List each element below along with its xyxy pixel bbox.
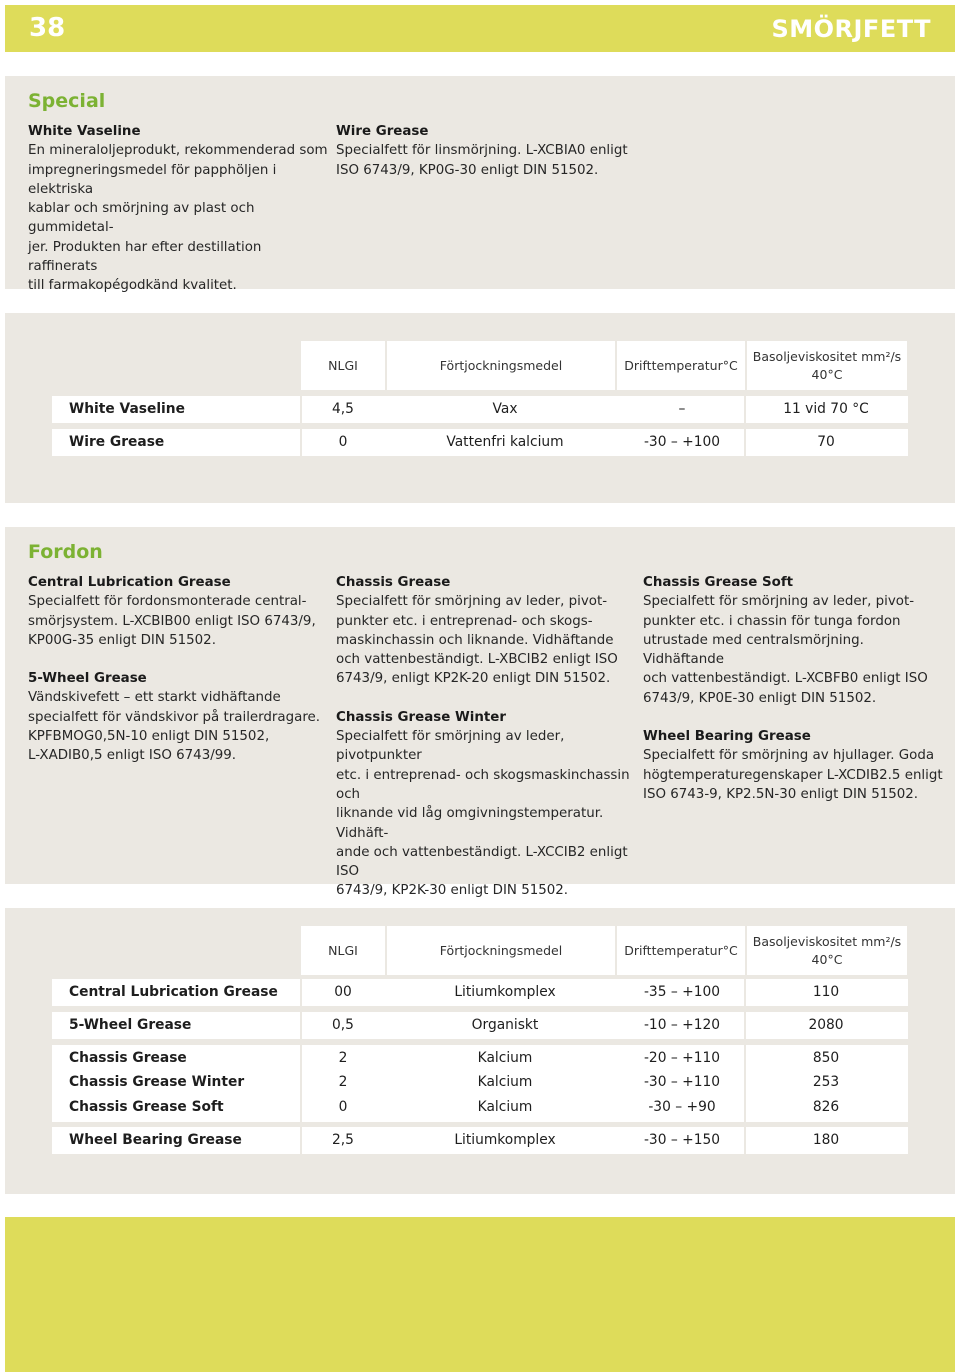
product-desc-line: impregneringsmedel för papphöljen i elektriska — [28, 162, 277, 197]
product-name: Central Lubrication Grease — [28, 575, 231, 590]
product-desc-line: Vändskivefett – ett starkt vidhäftande — [28, 690, 281, 706]
column-divider — [744, 1012, 746, 1039]
row-temp: -35 – +100 — [643, 984, 721, 1000]
product-desc-line: smörjsystem. L-XCBIB00 enligt ISO 6743/9, — [28, 613, 316, 629]
row-product-name: Chassis Grease Winter — [69, 1074, 245, 1090]
product-desc-line: Specialfett för smörjning av leder, pivot- — [336, 594, 608, 610]
fordon-column-2 — [336, 573, 636, 901]
product-desc-line: högtemperaturegenskaper L-XCDIB2.5 enligt — [643, 767, 943, 783]
col-header-viscosity-line2: 40°C — [811, 951, 843, 967]
row-product-name: Chassis Grease Soft — [69, 1099, 224, 1115]
row-thickener: Kalcium — [477, 1099, 533, 1115]
table-row — [52, 1095, 908, 1119]
product-desc-line: utrustade med centralsmörjning. Vidhäftande — [643, 632, 864, 668]
fordon-column-3 — [643, 573, 949, 804]
table-row-group — [52, 1045, 908, 1122]
row-temp: -10 – +120 — [643, 1017, 721, 1033]
row-viscosity: 11 vid 70 °C — [783, 401, 869, 417]
row-viscosity: 253 — [812, 1074, 840, 1090]
row-thickener: Organiskt — [471, 1017, 539, 1033]
product-desc-line: KP00G-35 enligt DIN 51502. — [28, 632, 216, 648]
section-title-fordon: Fordon — [28, 541, 103, 563]
row-temp: -30 – +110 — [643, 1074, 721, 1090]
product-desc-line: ISO 6743/9, KP0G-30 enligt DIN 51502. — [336, 162, 599, 178]
product-desc-line: punkter etc. i entreprenad- och skogs- — [336, 613, 593, 629]
row-nlgi: 2,5 — [332, 1132, 354, 1148]
col-header-viscosity-line2: 40°C — [811, 366, 843, 382]
product-desc-line: specialfett för vändskivor på trailerdragare. — [28, 709, 321, 725]
row-product-name: Chassis Grease — [69, 1050, 187, 1066]
row-thickener: Vattenfri kalcium — [446, 434, 564, 450]
column-divider — [300, 396, 302, 423]
row-viscosity: 2080 — [808, 1017, 844, 1033]
page-header — [5, 5, 955, 52]
page-number: 38 — [29, 13, 66, 43]
column-divider — [300, 1127, 302, 1154]
product-desc-line: maskinchassin och liknande. Vidhäftande — [336, 632, 614, 648]
table-row — [52, 1127, 908, 1154]
col-header-thickener: Förtjockningsmedel — [387, 926, 615, 975]
column-divider — [300, 429, 302, 456]
row-nlgi: 0 — [338, 1099, 348, 1115]
product-wire-grease — [336, 122, 636, 180]
row-thickener: Kalcium — [477, 1050, 533, 1066]
column-divider — [744, 396, 746, 423]
col-header-viscosity-line1: Basoljeviskositet mm²/s — [752, 933, 902, 949]
product-desc-line: Specialfett för smörjning av leder, pivotpunkter — [336, 729, 565, 764]
row-viscosity: 110 — [812, 984, 840, 1000]
product-name: Chassis Grease — [336, 575, 451, 590]
row-product-name: Central Lubrication Grease — [69, 984, 278, 1000]
product-name: White Vaseline — [28, 124, 141, 139]
col-header-temp: Drifttemperatur°C — [617, 341, 745, 390]
product-desc-line: L-XADIB0,5 enligt ISO 6743/99. — [28, 748, 237, 764]
product-name: Wire Grease — [336, 124, 429, 139]
col-header-nlgi: NLGI — [301, 341, 385, 390]
row-temp: – — [678, 401, 686, 417]
row-nlgi: 2 — [338, 1050, 348, 1066]
table-row — [52, 396, 908, 423]
row-temp: -30 – +150 — [643, 1132, 721, 1148]
product-desc-line: jer. Produkten har efter destillation raffinerats — [28, 239, 262, 275]
product-desc-line: kablar och smörjning av plast och gummidetal- — [28, 201, 255, 236]
table-row — [52, 1070, 908, 1094]
column-divider — [744, 429, 746, 456]
table-row — [52, 429, 908, 456]
row-temp: -30 – +100 — [643, 434, 721, 450]
fordon-column-1 — [28, 573, 326, 766]
product-desc-line: 6743/9, KP2K-30 enligt DIN 51502. — [336, 883, 569, 899]
product-desc-line: KPFBMOG0,5N-10 enligt DIN 51502, — [28, 729, 270, 745]
product-desc-line: Specialfett för linsmörjning. L-XCBIA0 enligt — [336, 143, 628, 159]
column-divider — [744, 1127, 746, 1154]
column-divider — [744, 979, 746, 1006]
spacer — [336, 689, 636, 708]
row-thickener: Kalcium — [477, 1074, 533, 1090]
product-desc-line: liknande vid låg omgivningstemperatur. Vidhäft- — [336, 806, 604, 841]
product-name: 5-Wheel Grease — [28, 671, 147, 687]
row-temp: -30 – +90 — [648, 1099, 716, 1115]
product-desc-line: ISO 6743-9, KP2.5N-30 enligt DIN 51502. — [643, 786, 919, 802]
spacer — [643, 708, 949, 727]
product-desc-line: 6743/9, enligt KP2K-20 enligt DIN 51502. — [336, 671, 611, 687]
column-divider — [300, 979, 302, 1006]
product-desc-line: punkter etc. i chassin för tunga fordon — [643, 613, 901, 629]
row-nlgi: 0 — [338, 434, 348, 450]
col-header-viscosity — [747, 926, 907, 975]
col-header-thickener: Förtjockningsmedel — [387, 341, 615, 390]
row-nlgi: 00 — [334, 984, 352, 1000]
product-name: Wheel Bearing Grease — [643, 729, 811, 745]
product-name: Chassis Grease Winter — [336, 709, 506, 725]
row-product-name: Wheel Bearing Grease — [69, 1132, 242, 1148]
special-panel — [5, 76, 955, 294]
col-header-temp: Drifttemperatur°C — [617, 926, 745, 975]
product-desc-line: och vattenbeständigt. L-XCBFB0 enligt ISO — [643, 671, 928, 687]
row-product-name: Wire Grease — [69, 434, 165, 450]
row-viscosity: 850 — [812, 1050, 840, 1066]
product-desc-line: Specialfett för fordonsmonterade central- — [28, 594, 307, 610]
section-title-special: Special — [28, 90, 106, 112]
row-product-name: 5-Wheel Grease — [69, 1017, 192, 1033]
footer-color-block — [5, 1217, 955, 1372]
row-product-name: White Vaseline — [69, 401, 185, 417]
product-desc-line: till farmakopégodkänd kvalitet. — [28, 278, 237, 294]
row-thickener: Litiumkomplex — [454, 1132, 556, 1148]
product-desc-line: etc. i entreprenad- och skogsmaskinchassin och — [336, 767, 630, 802]
spacer — [28, 650, 326, 669]
table-row — [52, 1046, 908, 1070]
row-viscosity: 180 — [812, 1132, 840, 1148]
column-divider — [300, 1012, 302, 1039]
row-nlgi: 2 — [338, 1074, 348, 1090]
product-desc-line: och vattenbeständigt. L-XBCIB2 enligt ISO — [336, 652, 618, 668]
product-desc-line: Specialfett för smörjning av hjullager. Goda — [643, 748, 935, 764]
row-nlgi: 0,5 — [332, 1017, 354, 1033]
col-header-viscosity-line1: Basoljeviskositet mm²/s — [752, 348, 902, 364]
table-row — [52, 1012, 908, 1039]
row-thickener: Vax — [492, 401, 518, 417]
row-thickener: Litiumkomplex — [454, 984, 556, 1000]
product-name: Chassis Grease Soft — [643, 575, 794, 590]
row-nlgi: 4,5 — [332, 401, 354, 417]
product-desc-line: Specialfett för smörjning av leder, pivot- — [643, 594, 915, 610]
page-title: SMÖRJFETT — [771, 15, 931, 43]
col-header-nlgi: NLGI — [301, 926, 385, 975]
product-desc-line: ande och vattenbeständigt. L-XCCIB2 enligt ISO — [336, 844, 628, 880]
fordon-panel — [5, 527, 955, 899]
product-desc-line: 6743/9, KP0E-30 enligt DIN 51502. — [643, 690, 877, 706]
col-header-viscosity — [747, 341, 907, 390]
product-desc-line: En mineraloljeprodukt, rekommenderad som — [28, 143, 328, 159]
table-row — [52, 979, 908, 1006]
row-viscosity: 826 — [812, 1099, 840, 1115]
row-temp: -20 – +110 — [643, 1050, 721, 1066]
product-white-vaseline — [28, 122, 328, 296]
row-viscosity: 70 — [817, 434, 835, 450]
